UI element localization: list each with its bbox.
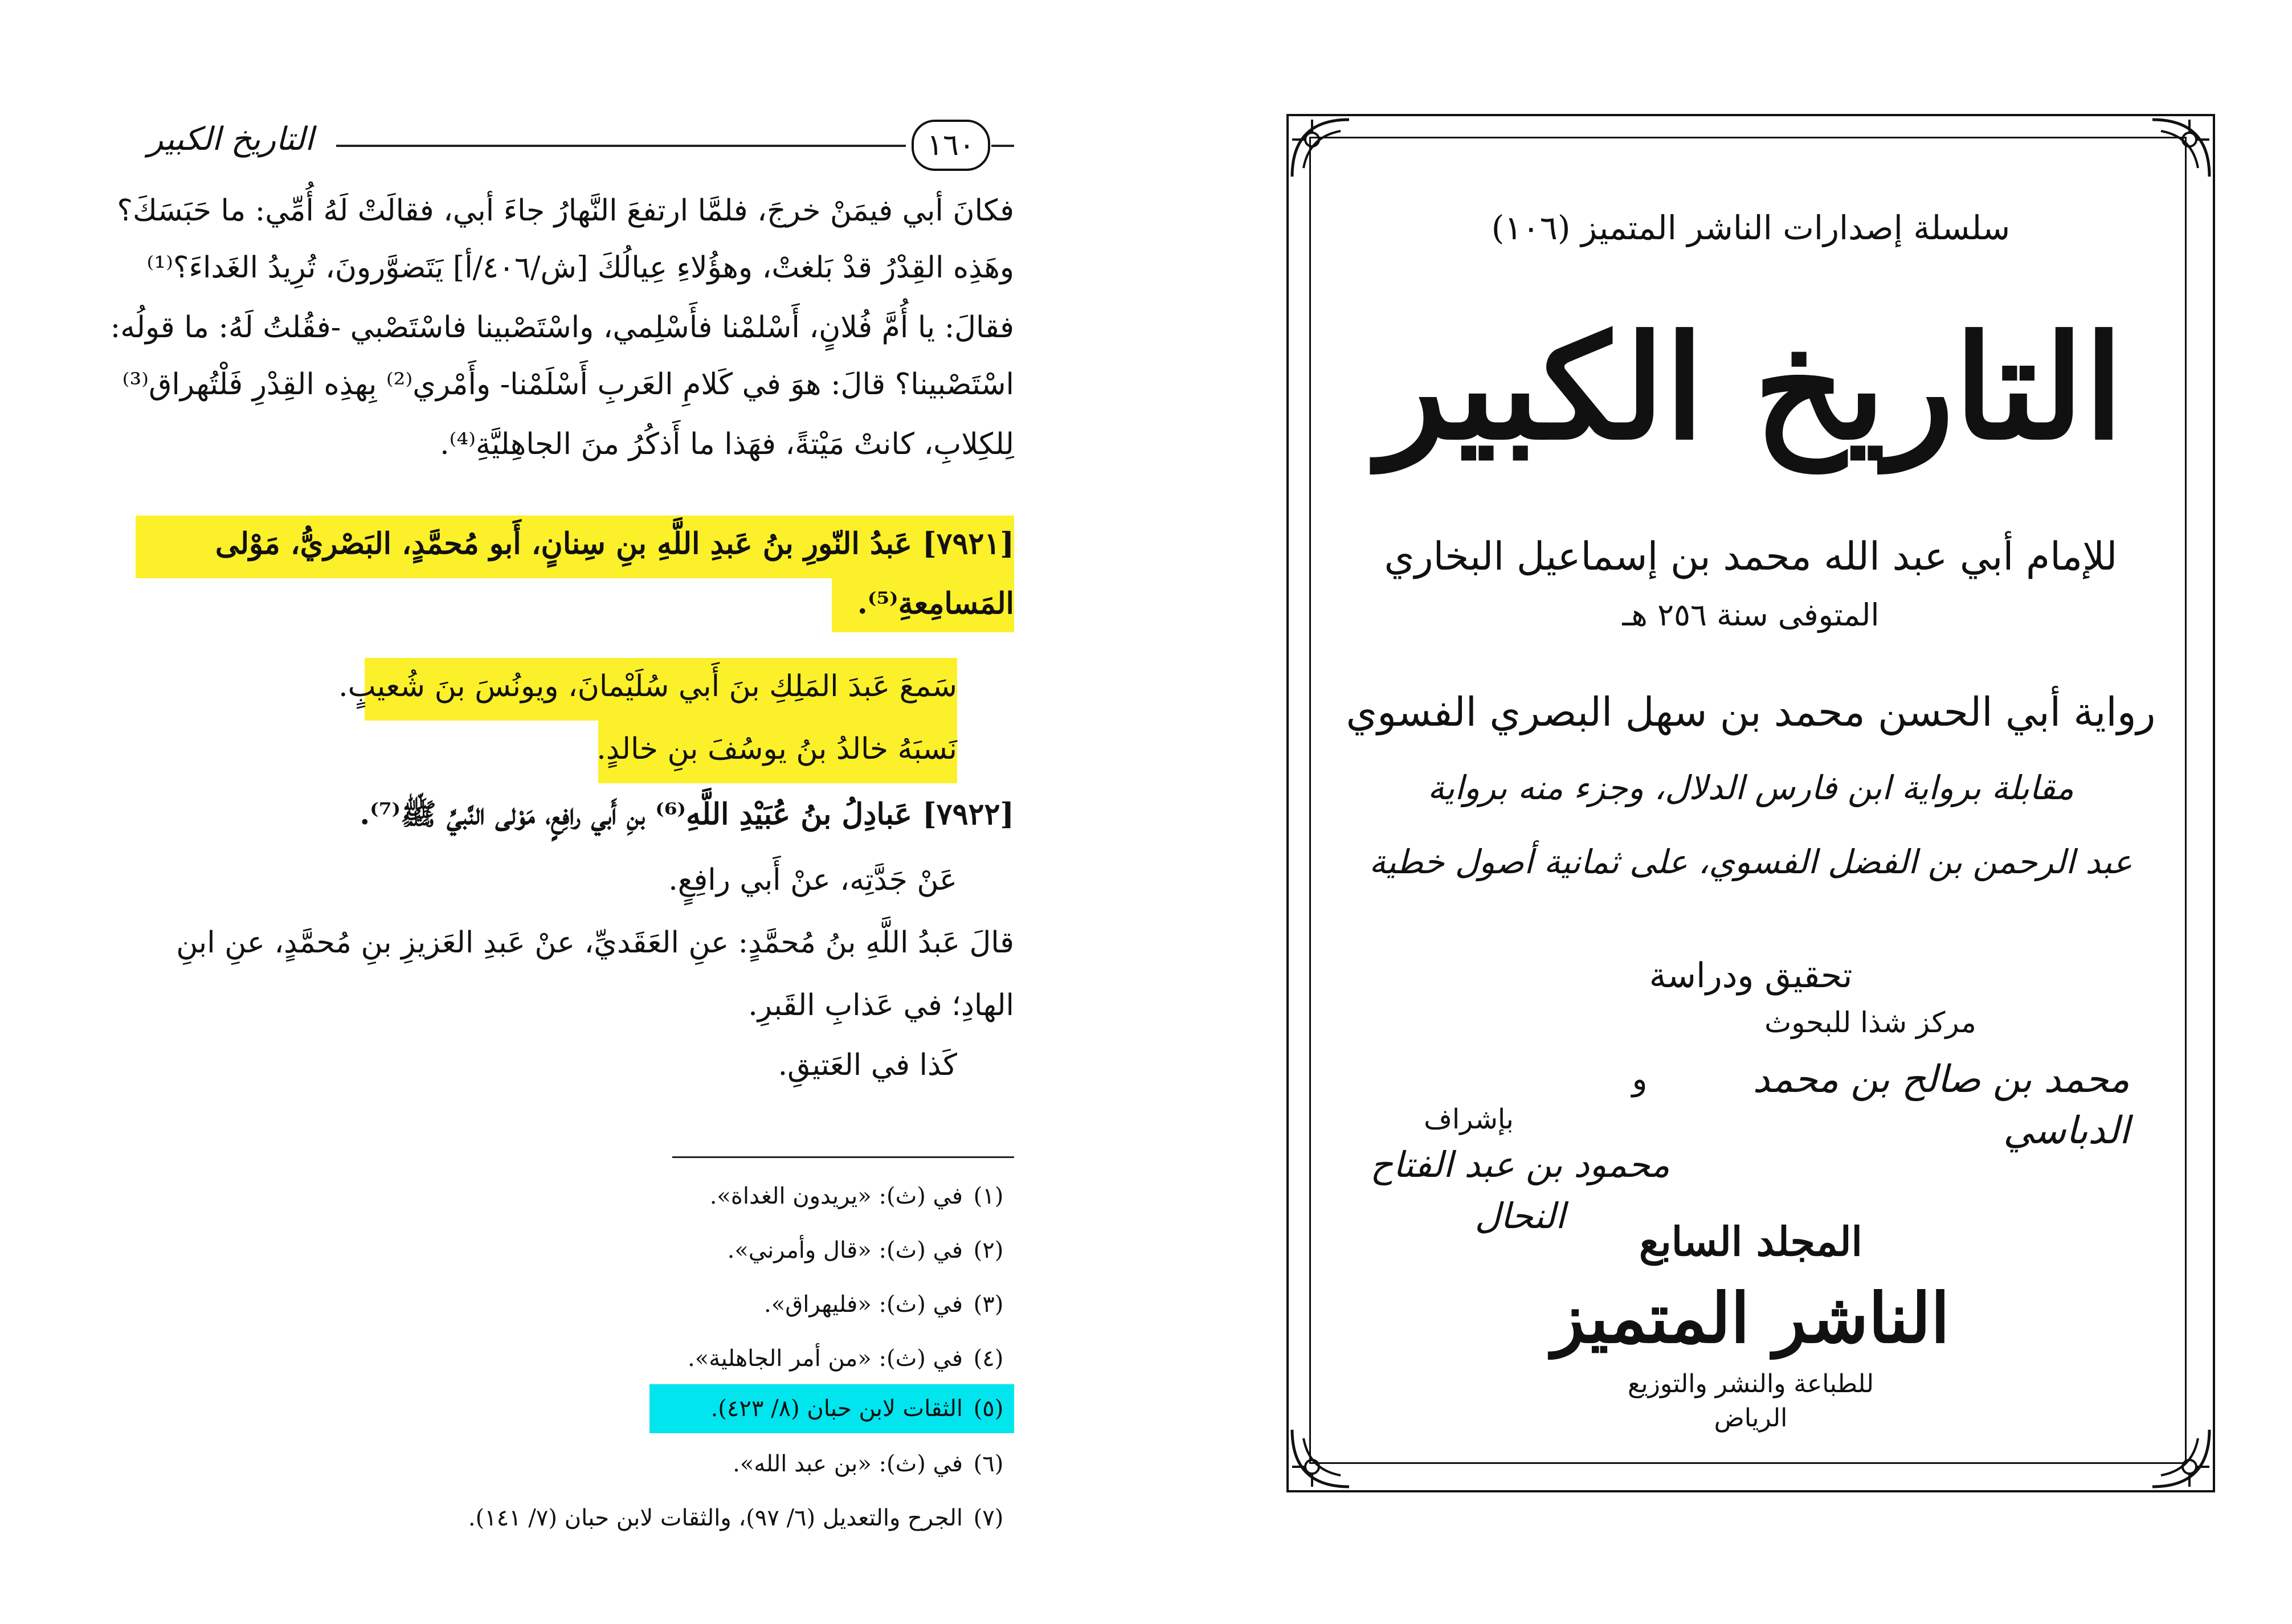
running-header	[137, 120, 1014, 171]
footnote-6	[733, 1447, 1014, 1481]
entry-7922-heading: [٧٩٢٢] عَبادِلُ بنُ عُبَيْدِ اللَّهِ⁽⁶⁾ بنِ أَبي رافِعٍ، مَوْلى النَّبيِّ ﷺ⁽⁷⁾.	[359, 797, 1014, 832]
supervisor-name: محمود بن عبد الفتاح النحال	[1370, 1144, 1670, 1237]
footnote-1	[710, 1179, 1014, 1213]
corner-ornament-icon	[1286, 114, 1355, 182]
entry-7922-atiq: كَذا في العَتيقِ.	[778, 1048, 957, 1082]
riwaya-line: رواية أبي الحسن محمد بن سهل البصري الفسوي	[1346, 689, 2156, 735]
entry-7921-heading-cont: المَسامِعةِ⁽⁵⁾.	[857, 586, 1014, 621]
body-line-3: فقالَ: يا أُمَّ فُلانٍ، أَسْلمْنا فأَسْلِمي، واسْتَصْبينا فاسْتَصْبي -فقُلتُ لَهُ: ما قولُه:	[110, 310, 1014, 345]
publisher-city: الرياض	[1714, 1404, 1788, 1433]
footnote-number: (٦)	[973, 1451, 1004, 1477]
footnote-text: الجرح والتعديل (٦/ ٩٧)، والثقات لابن حبان (٧/ ١٤١).	[468, 1505, 963, 1531]
page-number-badge: ١٦٠	[912, 120, 990, 171]
body-line-5: لِلكِلابِ، كانتْ مَيْتةً، فهَذا ما أَذكُرُ منَ الجاهِليَّةِ⁽⁴⁾.	[440, 427, 1014, 461]
footnote-number: (٢)	[973, 1237, 1004, 1263]
collation-line-2: عبد الرحمن بن الفضل الفسوي، على ثمانية أصول خطية	[1369, 842, 2132, 881]
footnote-number: (٣)	[973, 1291, 1004, 1318]
footnote-text: الثقات لابن حبان (٨/ ٤٢٣).	[710, 1396, 963, 1422]
and-conjunction: و	[1632, 1061, 1648, 1098]
body-line-2: وهَذِه القِدْرُ قدْ بَلغتْ، وهؤُلاءِ عِيالُكَ [ش/٤٠٦/أ] يَتَضوَّرونَ، تُرِيدُ الغَداءَ؟⁽¹⁾	[146, 251, 1014, 285]
collation-line-1: مقابلة برواية ابن فارس الدلال، وجزء منه برواية	[1427, 768, 2074, 807]
research-center: مركز شذا للبحوث	[1764, 1006, 1976, 1039]
footnote-number: (٤)	[973, 1345, 1004, 1372]
footnote-number: (٧)	[973, 1505, 1004, 1531]
footnote-5	[711, 1392, 1014, 1426]
entry-7922-qala: قالَ عَبدُ اللَّهِ بنُ مُحمَّدٍ: عنِ العَقَديِّ، عنْ عَبدِ العَزيزِ بنِ مُحمَّدٍ، عنِ ابنِ	[176, 926, 1014, 960]
entry-7921-nasab: نَسبَهُ خالدُ بنُ يوسُفَ بنِ خالدٍ.	[597, 732, 957, 766]
supervision-label: بإشراف	[1424, 1103, 1514, 1135]
footnote-text: في (ث): «يريدون الغداة».	[709, 1183, 963, 1209]
footnote-3	[764, 1287, 1014, 1322]
volume-label: المجلد السابع	[1639, 1218, 1862, 1265]
author-line: للإمام أبي عبد الله محمد بن إسماعيل البخاري	[1384, 534, 2118, 579]
tahqiq-line: تحقيق ودراسة	[1649, 956, 1853, 996]
footnote-text: في (ث): «قال وأمرني».	[727, 1237, 963, 1263]
footnote-2	[728, 1233, 1014, 1267]
death-date-line: المتوفى سنة ٢٥٦ هـ	[1622, 597, 1880, 633]
series-line: سلسلة إصدارات الناشر المتميز (١٠٦)	[1491, 208, 2011, 247]
publisher-subtitle: للطباعة والنشر والتوزيع	[1627, 1369, 1874, 1398]
entry-7922-hadi: الهادِ؛ في عَذابِ القَبرِ.	[748, 988, 1014, 1022]
book-title: التاريخ الكبير	[1378, 304, 2124, 471]
footnote-7	[468, 1501, 1014, 1535]
footnote-number: (٥)	[973, 1396, 1004, 1422]
left-page	[110, 108, 1014, 1566]
publisher-logo-text: الناشر المتميز	[1551, 1278, 1950, 1359]
footnote-text: في (ث): «فليهراق».	[764, 1291, 963, 1318]
body-line-1: فكانَ أبي فيمَنْ خرجَ، فلمَّا ارتفعَ النَّهارُ جاءَ أبي، فقالَتْ لَهُ أُمِّي: ما حَبَسَكَ؟	[117, 194, 1014, 228]
entry-7922-chain: عَنْ جَدَّتِه، عنْ أَبي رافِعٍ.	[668, 863, 957, 897]
body-line-4: اسْتَصْبينا؟ قالَ: هوَ في كَلامِ العَربِ أَسْلَمْنا- وأَمْري⁽²⁾ بِهذِه القِدْرِ فَلْتُهراق⁽³⁾	[122, 367, 1014, 402]
header-rule	[336, 145, 906, 147]
footnote-text: في (ث): «بن عبد الله».	[733, 1451, 963, 1477]
footnote-text: في (ث): «من أمر الجاهلية».	[688, 1345, 963, 1372]
running-title: التاريخ الكبير	[148, 121, 314, 158]
entry-7921-sami: سَمعَ عَبدَ المَلِكِ بنَ أَبي سُلَيْمانَ، ويونُسَ بنَ شُعيبٍ.	[338, 669, 957, 703]
footnote-4	[688, 1341, 1014, 1376]
corner-ornament-icon	[2147, 114, 2215, 182]
footnote-number: (١)	[973, 1183, 1004, 1209]
editor-name: محمد بن صالح بن محمد الدباسي	[1752, 1057, 2130, 1152]
footnote-separator	[672, 1156, 1014, 1158]
entry-7921-heading: [٧٩٢١] عَبدُ النّورِ بنُ عَبدِ اللَّهِ بنِ سِنانٍ، أَبو مُحمَّدٍ، البَصْريُّ، مَوْلى	[215, 526, 1014, 561]
title-page	[1286, 114, 2215, 1492]
header-rule-short	[991, 145, 1014, 147]
